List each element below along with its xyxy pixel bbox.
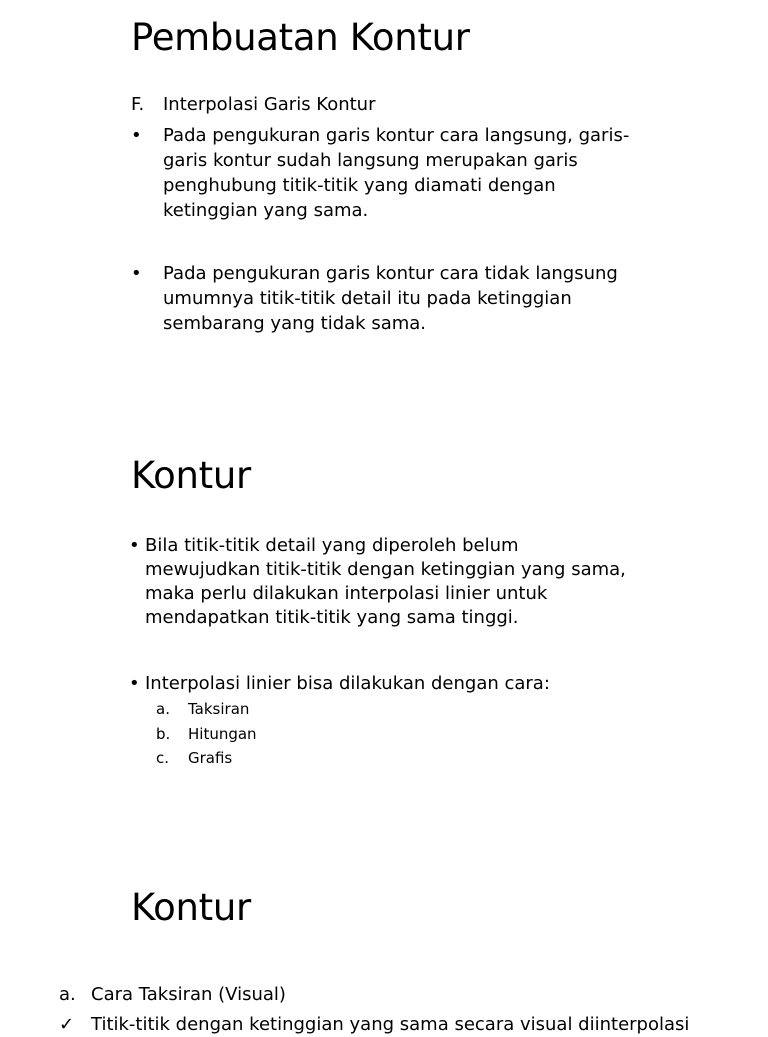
bullet-text-line: Bila titik-titik detail yang diperoleh belum	[145, 535, 519, 556]
bullet-text-line: mewujudkan titik-titik dengan ketinggian yang sama,	[145, 559, 626, 580]
slide-pembuatan-kontur	[0, 0, 768, 440]
item-text: Cara Taksiran (Visual)	[91, 984, 286, 1005]
section-heading: Interpolasi Garis Kontur	[163, 94, 376, 115]
bullet-text-line: penghubung titik-titik yang diamati dengan	[163, 175, 556, 196]
bullet-text-line: mendapatkan titik-titik yang sama tinggi.	[145, 607, 519, 628]
bullet-text-line: umumnya titik-titik detail itu pada ketinggian	[163, 288, 572, 309]
sub-item-marker: b.	[156, 725, 171, 743]
heading-marker: F.	[131, 94, 145, 115]
bullet-marker: •	[129, 535, 140, 556]
check-item-text: Titik-titik dengan ketinggian yang sama secara visual diinterpolasi	[91, 1014, 690, 1035]
bullet-text-line: ketinggian yang sama.	[163, 200, 369, 221]
bullet-text-line: Pada pengukuran garis kontur cara tidak langsung	[163, 263, 618, 284]
bullet-text-line: maka perlu dilakukan interpolasi linier untuk	[145, 583, 548, 604]
slide-kontur-taksiran	[0, 870, 768, 1035]
item-marker: a.	[59, 984, 76, 1005]
slide-kontur-interpolasi	[0, 440, 768, 870]
slide-title: Kontur	[131, 886, 251, 929]
slide-title: Kontur	[131, 454, 251, 497]
bullet-marker: •	[131, 125, 142, 146]
checkmark-icon: ✓	[59, 1014, 75, 1035]
sub-item-text: Taksiran	[188, 700, 250, 718]
bullet-text-line: sembarang yang tidak sama.	[163, 313, 427, 334]
sub-item-text: Hitungan	[188, 725, 257, 743]
sub-item-marker: c.	[156, 749, 170, 767]
bullet-text-line: garis kontur sudah langsung merupakan garis	[163, 150, 578, 171]
bullet-text-line: Pada pengukuran garis kontur cara langsung, garis-	[163, 125, 630, 146]
sub-item-text: Grafis	[188, 749, 233, 767]
slide-title: Pembuatan Kontur	[131, 16, 470, 59]
bullet-marker: •	[131, 263, 142, 284]
bullet-text-line: Interpolasi linier bisa dilakukan dengan cara:	[145, 673, 550, 694]
bullet-marker: •	[129, 673, 140, 694]
sub-item-marker: a.	[156, 700, 170, 718]
